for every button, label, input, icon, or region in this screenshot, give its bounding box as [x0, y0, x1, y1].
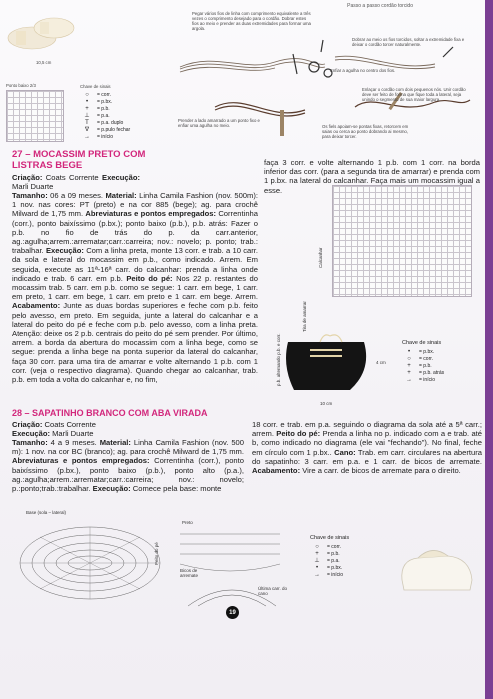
sapatinho-legend [310, 535, 380, 578]
sapatinho-legend-symbol: ⊥ [314, 558, 320, 564]
white-bootie-photo [392, 540, 478, 600]
caption-step-6: Os fiels apoiam-se pontas fixas, retorcem em saias ou cerca ao ponto dobrando ai mesmo, para deixar torcer. [322, 124, 409, 139]
booties-photo [2, 6, 80, 61]
mocassin-legend-label: = p.bx. [419, 348, 435, 355]
mocassin-photo [280, 332, 375, 400]
mocassin-legend-row [402, 362, 482, 369]
top-legend-row [80, 91, 140, 98]
sapatinho-legend-label: = p.b. [327, 550, 340, 557]
section27-title-line2: LISTRAS BEGE [12, 159, 83, 171]
tira-label: Tira de amarrar [302, 301, 307, 332]
mocassin-legend-label: = p.b. atrás [419, 369, 445, 376]
top-legend-row [80, 119, 140, 126]
sole-diagram-label: Base (sola – lateral) [26, 510, 67, 515]
sapatinho-legend-label: = corr. [327, 543, 342, 550]
mocassin-pe-label: p.b. alternando p.b. e corr. [276, 333, 281, 386]
mocassin-legend-row [402, 355, 482, 362]
mocassin-legend-label: = corr. [419, 355, 434, 362]
top-legend-symbol: ∇ [84, 127, 89, 133]
top-legend-label: = início [97, 133, 113, 140]
bootie-dimension: 10,5 cm [36, 60, 52, 65]
mocassin-legend-label: = início [419, 376, 435, 383]
right-edge-bar [485, 0, 493, 699]
section28-body-left: Tamanho: 4 a 9 meses. Material: Linha Camila Fashion (nov. 500 m): 1 nov. na cor BC (branco); ag. para crochê Milward de 1,75 mm. Abreviaturas e pontos empregados: Correntinha (corr.), ponto baixíssimo (p.bx.), ponto baixo (p.b.), ponto alto (p.a.), ag.:agulha;arrem.:arrematar;carr.:carreira; nov.: novelo; p.:ponto;trab.:trabalhar. Execução: Comece pela base: monte [12, 438, 244, 494]
mocassin-legend-symbol: ○ [407, 355, 411, 362]
top-legend [80, 84, 140, 140]
sapatinho-legend-title: Chave de sinais [310, 535, 350, 541]
top-legend-row [80, 98, 140, 105]
sapatinho-legend-symbol: → [314, 571, 320, 578]
mocassin-legend-symbol: + [407, 369, 411, 376]
top-legend-symbol: • [85, 98, 89, 105]
sapatinho-legend-row [310, 543, 380, 550]
caption-step-2: Dobrar ao meio os fios torcidos, soltar a extremidade fixa e deixar o cordão torcer naturalmente. [352, 37, 465, 47]
sole-diagram [12, 515, 170, 611]
calcanhar-chart [332, 185, 472, 297]
mocassin-legend-label: = p.b. [419, 362, 432, 369]
top-legend-label: = p.pulo fechar [97, 126, 131, 133]
caption-step-3: Enfiar a agulha no centro dos fios. [330, 68, 396, 73]
sapatinho-legend-symbol: • [315, 564, 319, 571]
stitch-chart-label: Ponto baixo 2/3 [6, 83, 36, 88]
caption-step-1: Pegar vários fios de linha com comprimento equivalente a três vezes o comprimento desejado para o cordão. Dobrar estes fios ao meio e prender as duas extremidades para formar uma argola. [192, 11, 311, 31]
sapatinho-legend-label: = p.a. [327, 557, 340, 564]
top-legend-symbol: T [85, 119, 89, 126]
top-legend-rows [80, 91, 140, 140]
top-legend-title: Chave de sinais [80, 84, 111, 89]
top-legend-label: = p.b. [97, 105, 110, 112]
section28-title: 28 – SAPATINHO BRANCO COM ABA VIRADA [12, 408, 208, 418]
section28-credits2: Execução: Marli Duarte [12, 429, 94, 438]
section28-body-right: 18 corr. e trab. em p.a. seguindo o diagrama da sola até a 5ª carr.; arrem. Peito do pé: Prenda a linha no p. indicado com a e trab. até b, como indicado no diagrama (ele vai "fechando"). No final, feche em círculo com 1 p.bx.. Cano: Trab. em carr. circulares na abertura do sapatinho: 3 carr. em p.a. e 1 carr. de bicos de arremate. Acabamento: Vire a carr. de bicos de arremate para o direito. [252, 420, 482, 476]
top-legend-row [80, 126, 140, 133]
section27-body: Tamanho: 06 a 09 meses. Material: Linha Camila Fashion (nov. 500m): 1 nov. nas cores: PT (preto) e na cor 885 (bege); ag. para crochê Milward de 1,75 mm. Abreviaturas e pontos empregados: Correntinha (corr.), ponto baixíssimo (p.bx.); ponto baixo (p.b.), p.b. atrás: Fazer o p.b. no fio de trás do p. da carr.anterior, ag.:agulha;arrem.:arrematar;carr.:carreira; nov.: novelo; p. ponto; trab.: trabalhar. Execução: Com a linha preta, monte 13 corr. e trab. a 10 carr. da sola e lateral do mocassim em p.b., como indicado. Arrem. Em seguida, execute as 11ª-16ª carr. do calcanhar: prenda a linha onde indicado e trab. 6 carr. em p.b. Peito do pé: Nos 22 p. restantes do mocassim trab. 5 carr. em p.b. como se segue: 1 carr. em bege, 1 carr. em preto, 1 carr. em bege, 1 carr. em preto e 1 carr. em bege. Arrem. Acabamento: Junte as duas bordas superiores e feche com p.b. feito pelo avesso, em preto. Em seguida, junte a lateral do calcanhar e a lateral do peito do pé e feche com p.b. pelo avesso, com a linha preta. Atenção: deixe os 2 p.b. centrais do peito do pé sem prender. Por último, arrem. a borda da abertura do mocassim com a linha bege, como se segue: prenda a linha bege na ponta superior da lateral do calcanhar, faça 30 corr. para uma tira de amarrar e volte alternando 1 p.b. com 1 corr. (veja o respectivo diagrama). Quando chegar ao calcanhar, trab. p.b. em toda a volta do calcanhar e, no fim, [12, 191, 259, 385]
sapatinho-legend-row [310, 557, 380, 564]
mocassin-legend-row [402, 369, 482, 376]
top-legend-label: = p.a. duplo [97, 119, 124, 126]
sapatinho-legend-row [310, 550, 380, 557]
section27-continued-top-text: faça 3 corr. e volte alternando 1 p.b. com 1 corr. na borda inferior das corr. (para a segunda tira de amarrar) e prenda com 1 p.bx. na lateral do calcanhar. Faça mais um mocassim igual a esse. [264, 158, 480, 195]
top-legend-label: = p.bx. [97, 98, 113, 105]
calcanhar-label: Calcanhar [318, 247, 323, 268]
mocassin-legend-symbol: → [406, 376, 412, 383]
mocassin-legend-symbol: • [407, 348, 411, 355]
page-header-title: Passo a passo cordão torcido [347, 3, 413, 9]
section27-title-line1: 27 – MOCASSIM PRETO COM [12, 149, 146, 160]
peito-label: Peito do pé [154, 542, 159, 565]
top-legend-symbol: + [85, 105, 89, 112]
top-legend-symbol: → [84, 133, 90, 140]
bicos-label: Bicos de arremate [180, 568, 199, 578]
page-number: 19 [229, 609, 236, 616]
section28-credits1: Criação: Coats Corrente [12, 420, 96, 429]
mocassin-legend-row [402, 348, 482, 355]
sapatinho-legend-rows [310, 543, 380, 578]
mocassin-legend-rows [402, 348, 482, 383]
top-legend-label: = corr. [97, 91, 112, 98]
sapatinho-legend-label: = início [327, 571, 343, 578]
preto-label: Preto [182, 520, 193, 525]
mocassin-legend-symbol: + [407, 362, 411, 369]
ultima-carr-label: Última carr. do cano [258, 586, 288, 596]
sapatinho-legend-row [310, 571, 380, 578]
top-legend-symbol: ○ [85, 91, 89, 98]
sapatinho-legend-row [310, 564, 380, 571]
section27-title [12, 150, 145, 171]
mocassin-legend [402, 340, 482, 383]
caption-step-5: Enlaçar o cordão com dois pequenos nós. Unir cordão deve ser feito de forma que fique toda a lateral, seja unindo o segmento de sua maior largura. [362, 87, 466, 102]
page-number-badge [226, 606, 239, 619]
sapatinho-legend-label: = p.bx. [327, 564, 343, 571]
top-legend-label: = p.a. [97, 112, 110, 119]
top-legend-row [80, 105, 140, 112]
caption-step-4: Prender a lado amarrado a um ponto fixo e enfiar uma agulha no meio. [178, 118, 260, 128]
sapatinho-legend-symbol: + [315, 550, 319, 557]
mocassin-dim-side: 4 cm [376, 360, 386, 365]
stitch-chart-grid [6, 90, 64, 142]
mocassin-dim-bottom: 10 cm [320, 401, 333, 406]
section27-credits: Criação: Coats Corrente Execução: Marli Duarte [12, 173, 140, 192]
sapatinho-legend-symbol: ○ [315, 543, 319, 550]
top-legend-symbol: ⊥ [84, 113, 90, 119]
mocassin-legend-row [402, 376, 482, 383]
top-legend-row [80, 112, 140, 119]
top-legend-row [80, 133, 140, 140]
mocassin-legend-title: Chave de sinais [402, 340, 442, 346]
